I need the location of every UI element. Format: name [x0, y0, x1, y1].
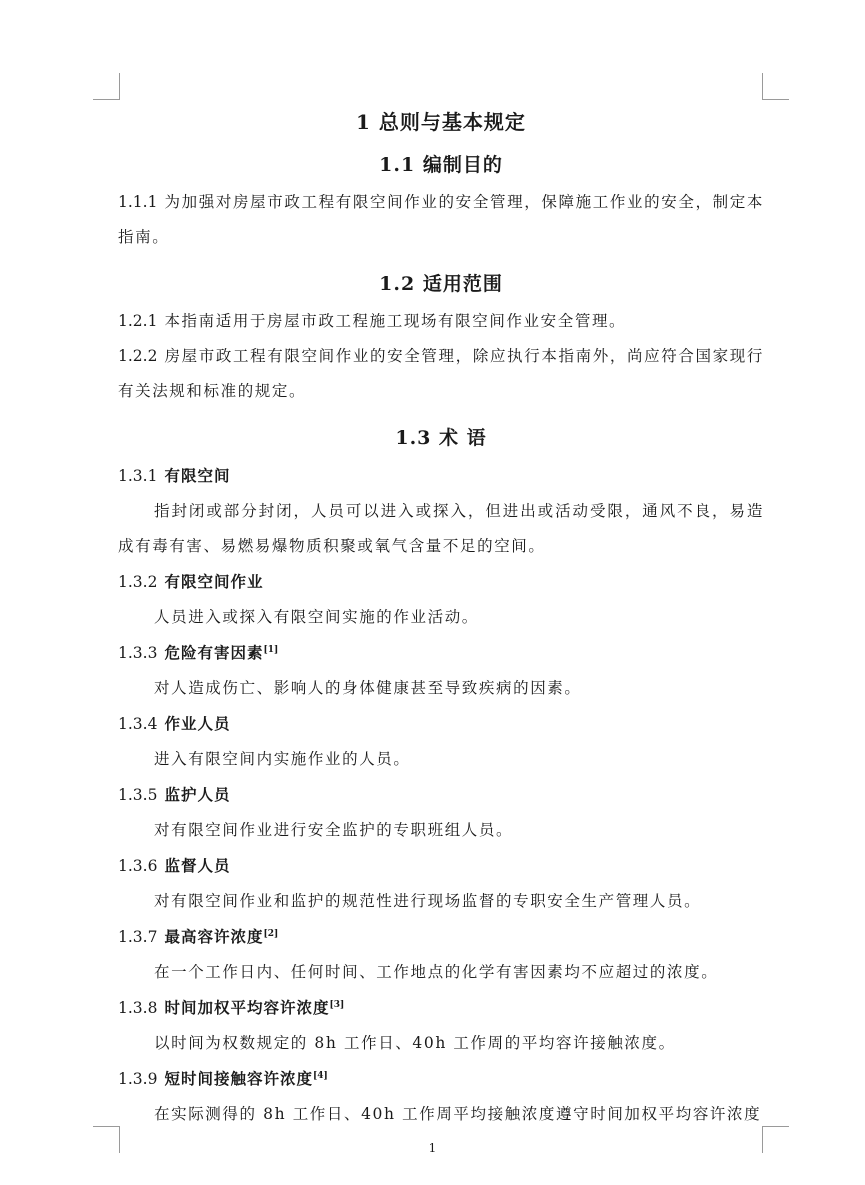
term-number: 1.3.8 — [118, 999, 158, 1017]
term-name: 作业人员 — [164, 714, 231, 733]
term-name: 时间加权平均容许浓度 — [164, 998, 330, 1017]
term-heading — [118, 919, 764, 955]
term-number: 1.3.3 — [118, 644, 158, 662]
term-heading — [118, 706, 764, 742]
term-name: 监护人员 — [164, 785, 231, 804]
clause-paragraph — [118, 304, 764, 339]
term-number: 1.3.5 — [118, 786, 158, 804]
term-name: 监督人员 — [164, 856, 231, 875]
term-definition: 进入有限空间内实施作业的人员。 — [154, 750, 411, 768]
clause-paragraph — [118, 339, 764, 409]
clause-text: 房屋市政工程有限空间作业的安全管理，除应执行本指南外，尚应符合国家现行有关法规和标准的规定。 — [118, 347, 764, 400]
term-definition: 以时间为权数规定的 8h 工作日、40h 工作周的平均容许接触浓度。 — [154, 1034, 676, 1052]
crop-mark-top-right — [762, 73, 789, 100]
term-definition: 指封闭或部分封闭，人员可以进入或探入，但进出或活动受限，通风不良，易造成有毒有害、易燃易爆物质积聚或氧气含量不足的空间。 — [118, 502, 764, 555]
term-number: 1.3.2 — [118, 573, 158, 591]
term-number: 1.3.1 — [118, 467, 158, 485]
term-definition: 对有限空间作业和监护的规范性进行现场监督的专职安全生产管理人员。 — [154, 892, 702, 910]
term-heading — [118, 777, 764, 813]
section-title: 1.2 适用范围 — [379, 273, 503, 295]
page-number: 1 — [428, 1141, 437, 1155]
term-heading — [118, 458, 764, 494]
section-title: 1.3 术 语 — [395, 427, 487, 449]
term-heading — [118, 990, 764, 1026]
term-number: 1.3.4 — [118, 715, 158, 733]
term-heading — [118, 848, 764, 884]
clause-number: 1.2.2 — [118, 347, 158, 365]
clause-text: 本指南适用于房屋市政工程施工现场有限空间作业安全管理。 — [164, 312, 627, 330]
clause-number: 1.1.1 — [118, 193, 158, 211]
term-number: 1.3.7 — [118, 928, 158, 946]
page-content — [118, 100, 764, 1132]
term-heading — [118, 635, 764, 671]
clause-paragraph — [118, 185, 764, 255]
section-title: 1.1 编制目的 — [379, 154, 503, 176]
chapter-title: 1 总则与基本规定 — [356, 110, 526, 134]
term-definition: 在实际测得的 8h 工作日、40h 工作周平均接触浓度遵守时间加权平均容许浓度 — [154, 1105, 762, 1123]
term-definition: 在一个工作日内、任何时间、工作地点的化学有害因素均不应超过的浓度。 — [154, 963, 719, 981]
term-name: 短时间接触容许浓度 — [164, 1069, 313, 1088]
term-name: 危险有害因素 — [164, 643, 264, 662]
reference-marker: [4] — [312, 1071, 328, 1081]
reference-marker: [1] — [263, 645, 279, 655]
term-number: 1.3.9 — [118, 1070, 158, 1088]
term-name: 有限空间作业 — [164, 572, 264, 591]
term-number: 1.3.6 — [118, 857, 158, 875]
term-heading — [118, 1061, 764, 1097]
clause-text: 为加强对房屋市政工程有限空间作业的安全管理，保障施工作业的安全，制定本指南。 — [118, 193, 764, 246]
term-name: 有限空间 — [164, 466, 231, 485]
term-heading — [118, 564, 764, 600]
reference-marker: [3] — [329, 1000, 345, 1010]
term-definition: 人员进入或探入有限空间实施的作业活动。 — [154, 608, 479, 626]
crop-mark-top-left — [93, 73, 120, 100]
clause-number: 1.2.1 — [118, 312, 158, 330]
reference-marker: [2] — [263, 929, 279, 939]
term-definition: 对有限空间作业进行安全监护的专职班组人员。 — [154, 821, 514, 839]
term-definition: 对人造成伤亡、影响人的身体健康甚至导致疾病的因素。 — [154, 679, 582, 697]
term-name: 最高容许浓度 — [164, 927, 264, 946]
